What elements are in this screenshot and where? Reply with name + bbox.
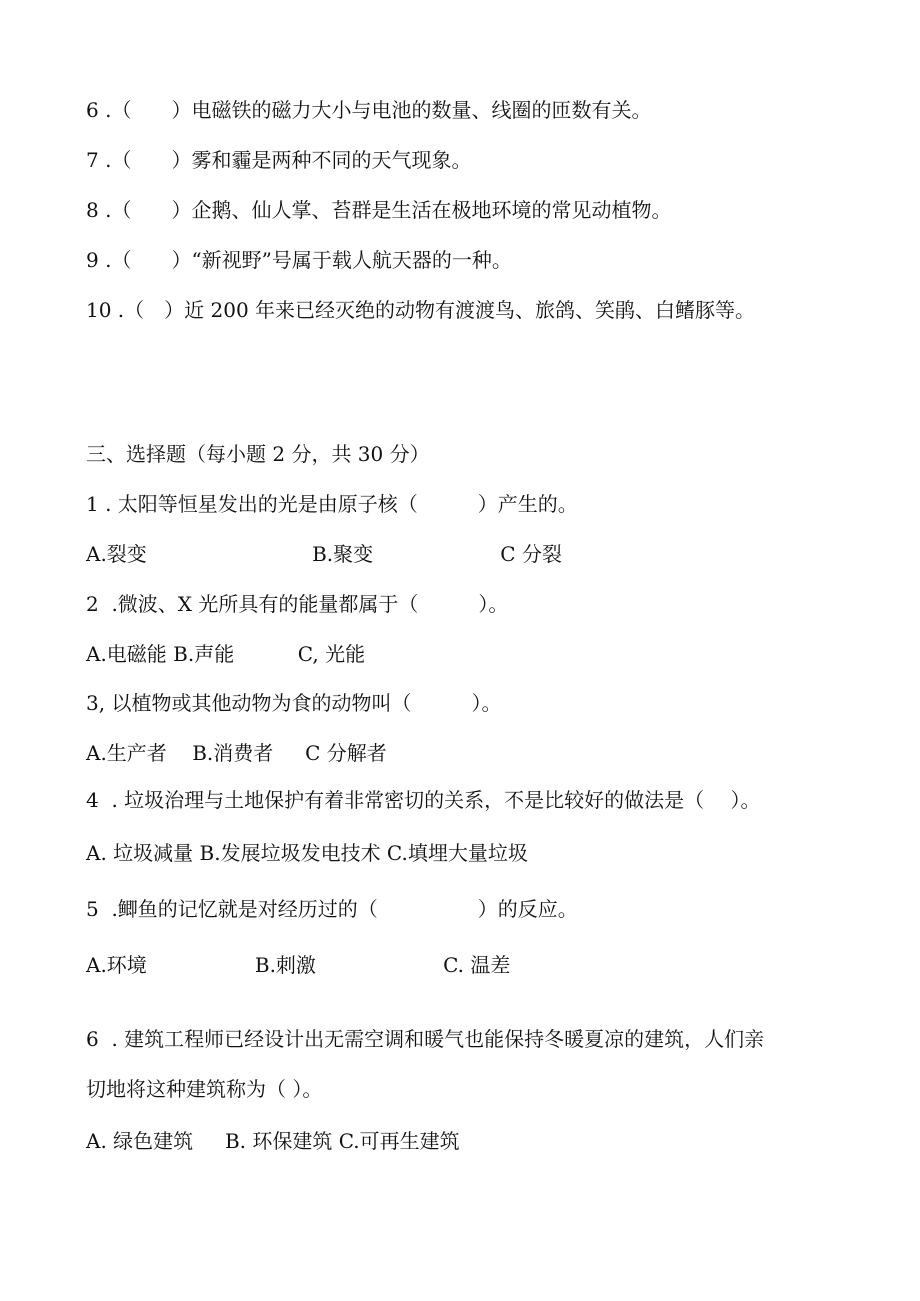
question-6-stem-line-2: 切地将这种建筑称为（ ）。 — [86, 1077, 323, 1101]
question-4-stem: 4 . 垃圾治理与土地保护有着非常密切的关系，不是比较好的做法是（ ）。 — [86, 788, 761, 812]
question-1-options: A.裂变 B.聚变 C 分裂 — [86, 542, 562, 566]
question-1-stem: 1 . 太阳等恒星发出的光是由原子核（ ）产生的。 — [86, 492, 578, 516]
question-3-options: A.生产者 B.消费者 C 分解者 — [86, 741, 387, 765]
judgement-item-8: 8 .（ ）企鹅、仙人掌、苔群是生活在极地环境的常见动植物。 — [86, 198, 672, 222]
judgement-item-9: 9 .（ ）“新视野”号属于载人航天器的一种。 — [86, 248, 512, 272]
question-5-stem: 5 .鲫鱼的记忆就是对经历过的（ ）的反应。 — [86, 897, 578, 921]
question-2-options: A.电磁能 B.声能 C, 光能 — [86, 642, 366, 666]
question-6-options: A. 绿色建筑 B. 环保建筑 C.可再生建筑 — [86, 1129, 460, 1153]
question-5-options: A.环境 B.刺激 C. 温差 — [86, 953, 511, 977]
question-6-stem-line-1: 6 . 建筑工程师已经设计出无需空调和暖气也能保持冬暖夏凉的建筑，人们亲 — [86, 1027, 765, 1051]
judgement-item-7: 7 .（ ）雾和霾是两种不同的天气现象。 — [86, 148, 472, 172]
judgement-item-10: 10 .（ ）近 200 年来已经灭绝的动物有渡渡鸟、旅鸽、笑鹃、白鳍豚等。 — [86, 298, 756, 322]
section-heading: 三、选择题（每小题 2 分，共 30 分） — [86, 442, 430, 466]
judgement-item-6: 6 .（ ）电磁铁的磁力大小与电池的数量、线圈的匝数有关。 — [86, 98, 652, 122]
question-3-stem: 3, 以植物或其他动物为食的动物叫（ ）。 — [86, 691, 502, 715]
question-2-stem: 2 .微波、X 光所具有的能量都属于（ ）。 — [86, 592, 509, 616]
question-4-options: A. 垃圾减量 B.发展垃圾发电技术 C.填埋大量垃圾 — [86, 841, 528, 865]
